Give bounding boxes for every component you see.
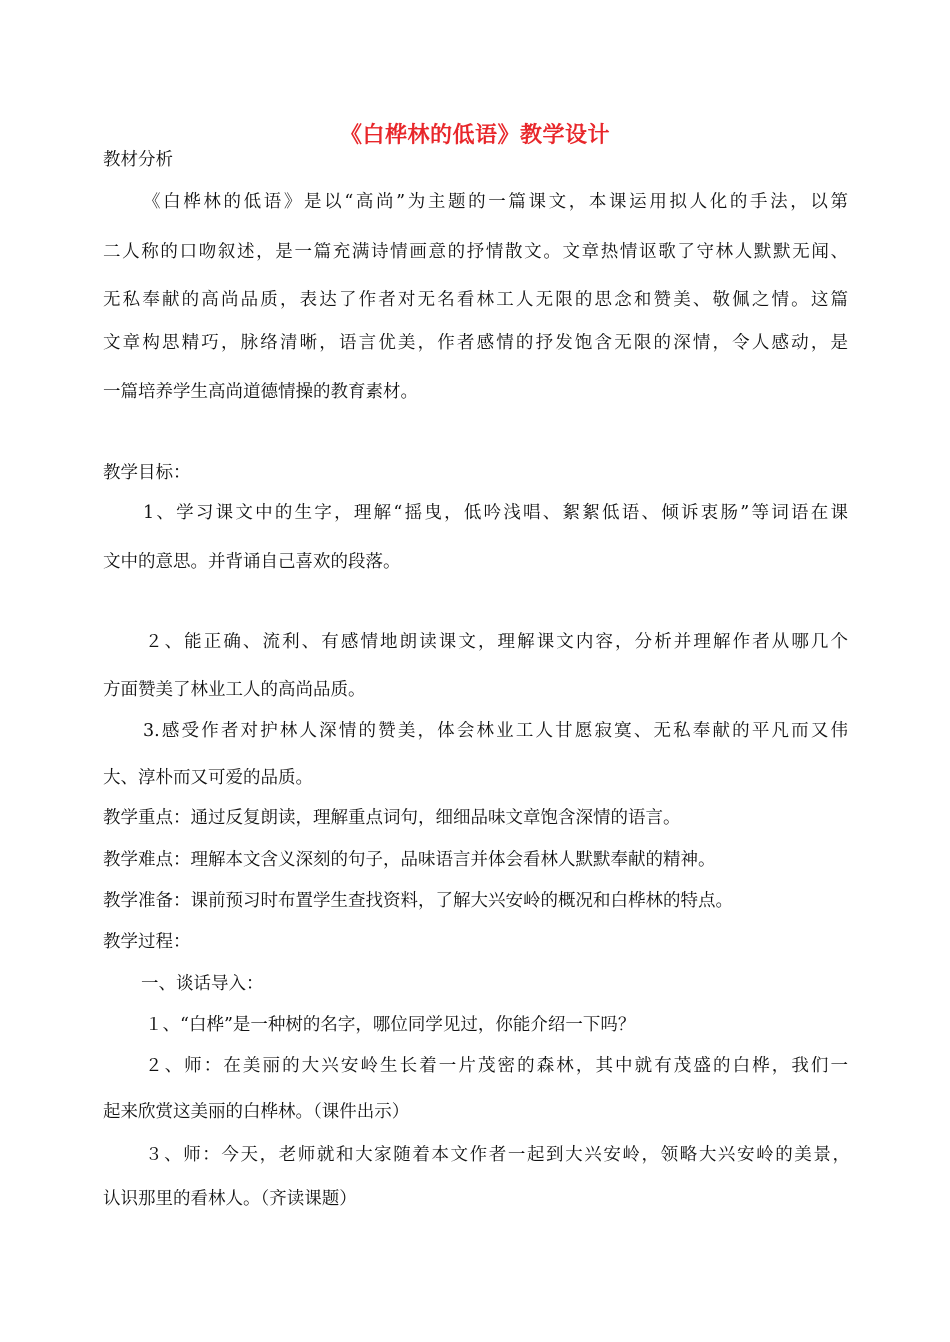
goal-item-continued: 方面赞美了林业工人的高尚品质。 bbox=[103, 680, 366, 700]
process-item: １、“白桦”是一种树的名字，哪位同学见过，你能介绍一下吗？ bbox=[145, 1015, 636, 1035]
paragraph-line: 二人称的口吻叙述，是一篇充满诗情画意的抒情散文。文章热情讴歌了守林人默默无闻、 bbox=[103, 242, 848, 262]
paragraph-line: 文章构思精巧，脉络清晰，语言优美，作者感情的抒发饱含无限的深情，令人感动，是 bbox=[103, 333, 848, 353]
preparation: 教学准备：课前预习时布置学生查找资料，了解大兴安岭的概况和白桦林的特点。 bbox=[103, 891, 733, 911]
process-item-continued: 认识那里的看林人。（齐读课题） bbox=[103, 1189, 357, 1209]
document-title: 《白桦林的低语》教学设计 bbox=[339, 123, 610, 148]
paragraph-line: 《白桦林的低语》是以“高尚”为主题的一篇课文，本课运用拟人化的手法，以第 bbox=[143, 192, 848, 212]
paragraph-line: 一篇培养学生高尚道德情操的教育素材。 bbox=[103, 382, 418, 402]
goal-item: 3.感受作者对护林人深情的赞美，体会林业工人甘愿寂寞、无私奉献的平凡而又伟 bbox=[143, 721, 848, 741]
section-heading-process: 教学过程： bbox=[103, 932, 191, 952]
goal-item-continued: 文中的意思。并背诵自己喜欢的段落。 bbox=[103, 552, 401, 572]
goal-item: 1、学习课文中的生字，理解“摇曳，低吟浅唱、絮絮低语、倾诉衷肠”等词语在课 bbox=[143, 503, 848, 523]
process-item-continued: 起来欣赏这美丽的白桦林。（课件出示） bbox=[103, 1102, 410, 1122]
difficult-points: 教学难点：理解本文含义深刻的句子，品味语言并体会看林人默默奉献的精神。 bbox=[103, 850, 716, 870]
process-item: ２、师：在美丽的大兴安岭生长着一片茂密的森林，其中就有茂盛的白桦，我们一 bbox=[145, 1056, 848, 1076]
paragraph-line: 无私奉献的高尚品质，表达了作者对无名看林工人无限的思念和赞美、敬佩之情。这篇 bbox=[103, 290, 848, 310]
goal-item-continued: 大、淳朴而又可爱的品质。 bbox=[103, 768, 313, 788]
section-heading-materials: 教材分析 bbox=[103, 150, 173, 170]
goal-item: ２、能正确、流利、有感情地朗读课文，理解课文内容，分析并理解作者从哪几个 bbox=[145, 632, 848, 652]
process-item: ３、师：今天，老师就和大家随着本文作者一起到大兴安岭，领略大兴安岭的美景， bbox=[145, 1145, 850, 1165]
key-points: 教学重点：通过反复朗读，理解重点词句，细细品味文章饱含深情的语言。 bbox=[103, 808, 681, 828]
section-heading-goals: 教学目标： bbox=[103, 463, 191, 483]
process-step-heading: 一、谈话导入： bbox=[141, 974, 264, 994]
